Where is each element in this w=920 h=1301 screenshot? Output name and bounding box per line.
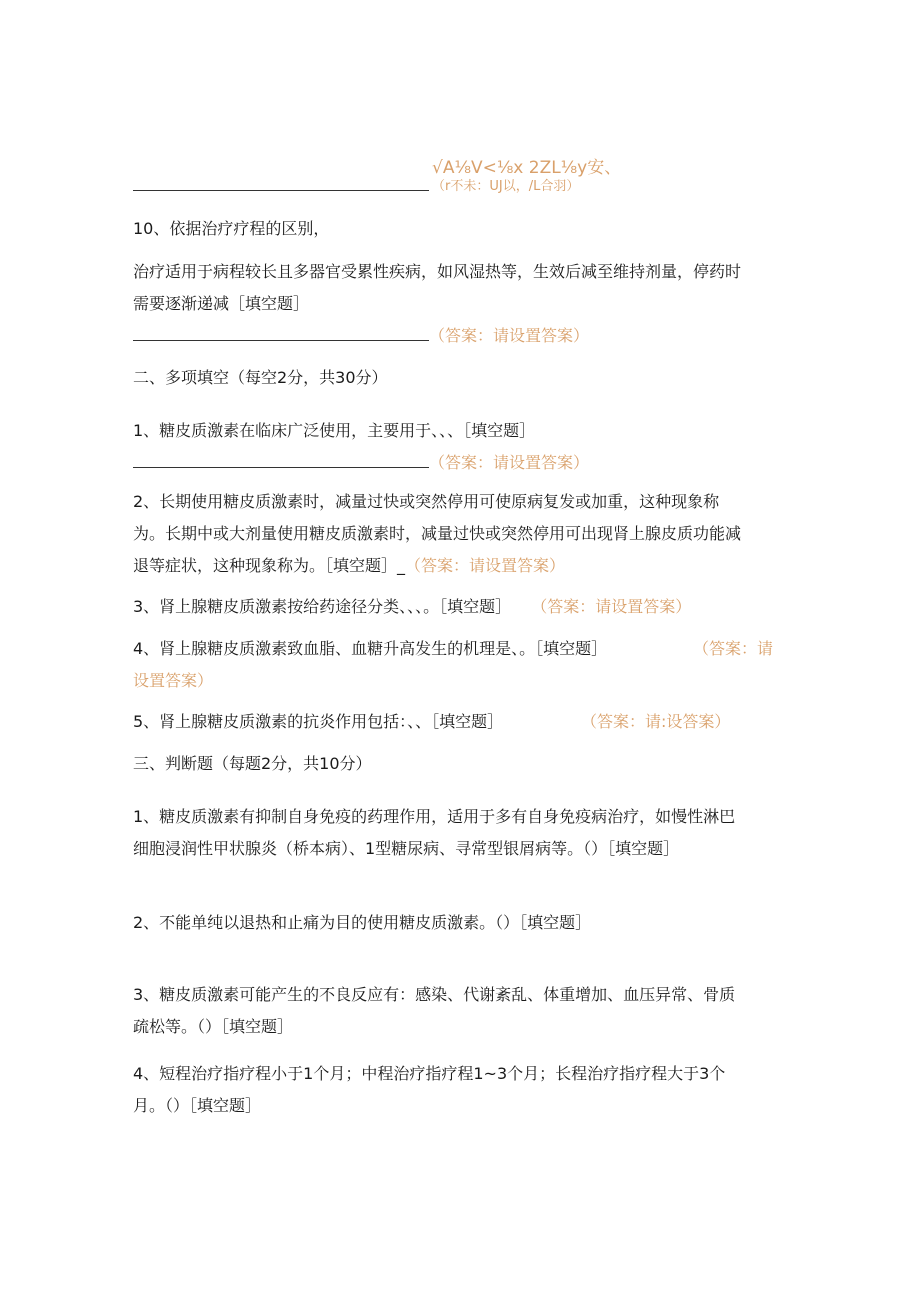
section-3-title: 三、判断题（每题2分，共10分）: [133, 754, 372, 773]
answer-placeholder: （答案：请设置答案）: [429, 453, 590, 472]
s3-question-2: 2、不能单纯以退热和止痛为目的使用糖皮质激素。（）［填空题］: [133, 913, 592, 932]
question-10-line-2: 需要逐渐递减［填空题］: [133, 294, 310, 313]
question-text: 4、肾上腺糖皮质激素致血脂、血糖升高发生的机理是、。［填空题］: [133, 639, 608, 658]
garbled-answer-line-1: √A⅛V<⅛x 2ZL⅛y安、: [432, 158, 622, 178]
s2-question-5: [133, 712, 793, 732]
answer-placeholder: （答案：请:设答案）: [581, 712, 731, 731]
s3-question-4-line-1: 4、短程治疗指疗程小于1个月；中程治疗指疗程1~3个月；长程治疗指疗程大于3个: [133, 1064, 726, 1083]
garbled-answer-line-2: （r不未：UJ以，/L合羽）: [432, 179, 580, 194]
s2-question-2-line-2: 为。长期中或大剂量使用糖皮质激素时，减量过快或突然停用可出现肾上腺皮质功能减: [133, 524, 742, 543]
question-text: 3、肾上腺糖皮质激素按给药途径分类、、、。［填空题］: [133, 597, 512, 616]
answer-placeholder: （答案：请: [693, 639, 774, 658]
answer-blank[interactable]: [133, 176, 429, 191]
question-10-line-1: 治疗适用于病程较长且多器官受累性疾病，如风湿热等，生效后减至维持剂量，停药时: [133, 262, 742, 281]
s2-question-4: [133, 639, 793, 659]
question-10-answer-row: [133, 326, 793, 346]
answer-blank[interactable]: [133, 453, 429, 468]
s3-question-4-line-2: 月。（）［填空题］: [133, 1096, 262, 1115]
s2-question-1: 1、糖皮质激素在临床广泛使用，主要用于、、、［填空题］: [133, 421, 536, 440]
s2-question-1-answer-row: [133, 453, 793, 473]
section-2-title: 二、多项填空（每空2分，共30分）: [133, 368, 388, 387]
question-text: 5、肾上腺糖皮质激素的抗炎作用包括：、、［填空题］: [133, 712, 504, 731]
question-10-heading: 10、依据治疗疗程的区别，: [133, 219, 330, 238]
s3-question-3-line-2: 疏松等。（）［填空题］: [133, 1017, 294, 1036]
s3-question-1-line-1: 1、糖皮质激素有抑制自身免疫的药理作用，适用于多有自身免疫病治疗，如慢性淋巴: [133, 807, 736, 826]
s2-question-4-answer-cont: 设置答案）: [133, 671, 214, 690]
answer-blank[interactable]: [133, 326, 429, 341]
answer-placeholder: （答案：请设置答案）: [539, 597, 692, 616]
s3-question-3-line-1: 3、糖皮质激素可能产生的不良反应有：感染、代谢紊乱、体重增加、血压异常、骨质: [133, 985, 736, 1004]
s3-question-1-line-2: 细胞浸润性甲状腺炎（桥本病）、1型糖尿病、寻常型银屑病等。（）［填空题］: [133, 839, 680, 858]
answer-placeholder: （答案：请设置答案）: [429, 326, 590, 345]
question-text: 退等症状，这种现象称为。［填空题］_: [133, 556, 406, 575]
s2-question-2-line-3: [133, 556, 793, 576]
s2-question-2-line-1: 2、长期使用糖皮质激素时，减量过快或突然停用可使原病复发或加重，这种现象称: [133, 492, 720, 511]
s2-question-3: [133, 597, 793, 617]
answer-placeholder: （答案：请设置答案）: [405, 556, 566, 575]
